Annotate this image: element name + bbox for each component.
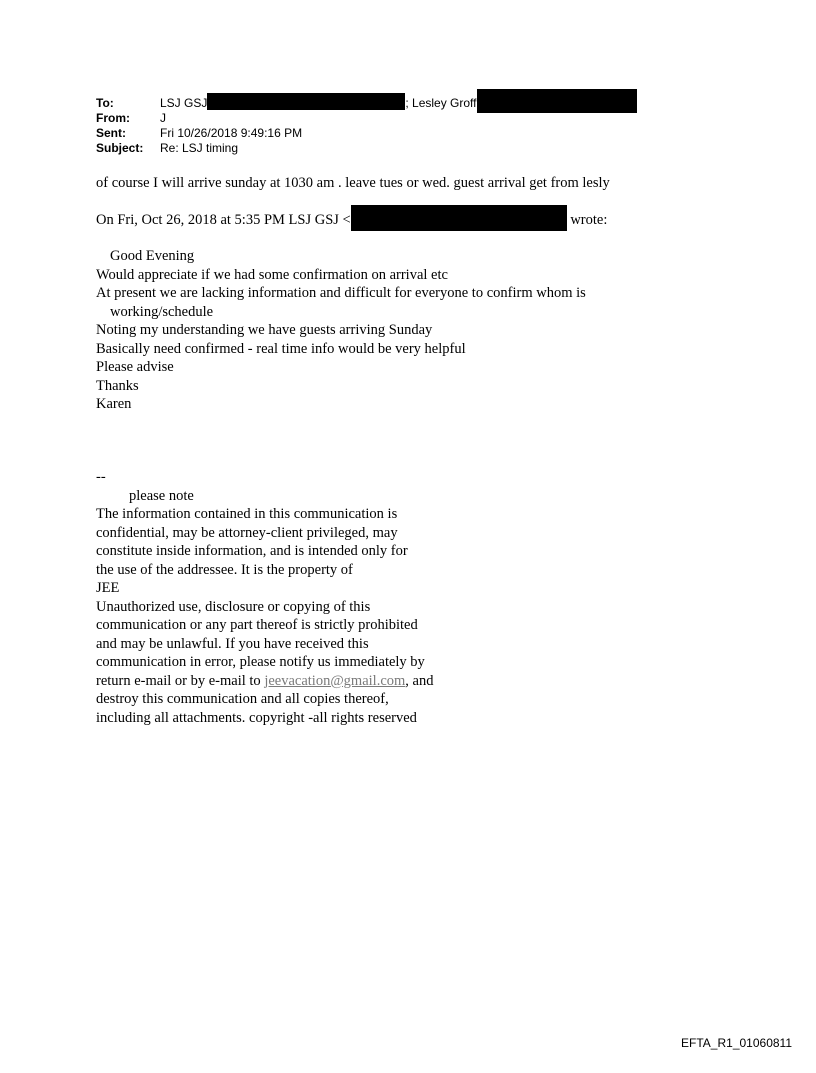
disclaimer-line: destroy this communication and all copies thereof,	[96, 691, 389, 707]
return-prefix: return e-mail or by e-mail to	[96, 672, 265, 689]
redaction-box	[207, 93, 405, 110]
signature-dashes: --	[96, 469, 106, 485]
disclaimer-line: the use of the addressee. It is the property of	[96, 561, 353, 578]
quoted-line: At present we are lacking information and difficult for everyone to confirm whom is	[96, 285, 586, 301]
disclaimer-line: confidential, may be attorney-client privileged, may	[96, 524, 398, 541]
disclaimer-line: constitute inside information, and is intended only for	[96, 543, 408, 559]
sent-label: Sent:	[96, 126, 126, 140]
redaction-box	[477, 89, 637, 113]
from-value: J	[160, 111, 166, 125]
disclaimer-line: and may be unlawful. If you have received this	[96, 635, 369, 652]
disclaimer-line: including all attachments. copyright -all rights reserved	[96, 709, 417, 726]
quoted-line: Would appreciate if we had some confirmation on arrival etc	[96, 266, 448, 283]
quoted-line: working/schedule	[110, 303, 214, 320]
from-label: From:	[96, 111, 130, 125]
quote-header-suffix: wrote:	[566, 212, 608, 228]
quote-header	[96, 211, 607, 231]
quote-header-prefix: On Fri, Oct 26, 2018 at 5:35 PM LSJ GSJ <	[96, 212, 351, 228]
to-recipient-1: LSJ GSJ	[160, 96, 208, 110]
redaction-box	[351, 205, 567, 231]
disclaimer-line: The information contained in this communication is	[96, 506, 398, 522]
quoted-message	[96, 247, 586, 414]
to-label: To:	[96, 96, 114, 110]
email-link[interactable]: jeevacation@gmail.com	[264, 672, 406, 689]
quoted-line: Basically need confirmed - real time info would be very helpful	[96, 340, 466, 357]
subject-label: Subject:	[96, 141, 144, 155]
reply-text: of course I will arrive sunday at 1030 am . leave tues or wed. guest arrival get from lesly	[96, 175, 610, 191]
sent-value: Fri 10/26/2018 9:49:16 PM	[160, 126, 303, 140]
disclaimer-line: communication in error, please notify us immediately by	[96, 654, 425, 670]
signature-note-title: please note	[129, 487, 194, 504]
quoted-line: Karen	[96, 396, 132, 412]
quoted-line: Good Evening	[110, 248, 195, 264]
disclaimer-line: Unauthorized use, disclosure or copying of this	[96, 598, 371, 615]
disclaimer-line	[96, 672, 433, 691]
quoted-line: Please advise	[96, 359, 174, 375]
quoted-line: Thanks	[96, 377, 139, 394]
disclaimer-line: JEE	[96, 580, 120, 596]
disclaimer-line: communication or any part thereof is strictly prohibited	[96, 617, 418, 633]
return-suffix: , and	[405, 672, 434, 689]
signature-block	[96, 468, 433, 727]
quoted-line: Noting my understanding we have guests arriving Sunday	[96, 322, 433, 338]
to-value	[160, 96, 637, 113]
subject-value: Re: LSJ timing	[160, 141, 239, 155]
document-id: EFTA_R1_01060811	[681, 1036, 792, 1050]
to-recipient-2: ; Lesley Groff	[405, 96, 477, 110]
